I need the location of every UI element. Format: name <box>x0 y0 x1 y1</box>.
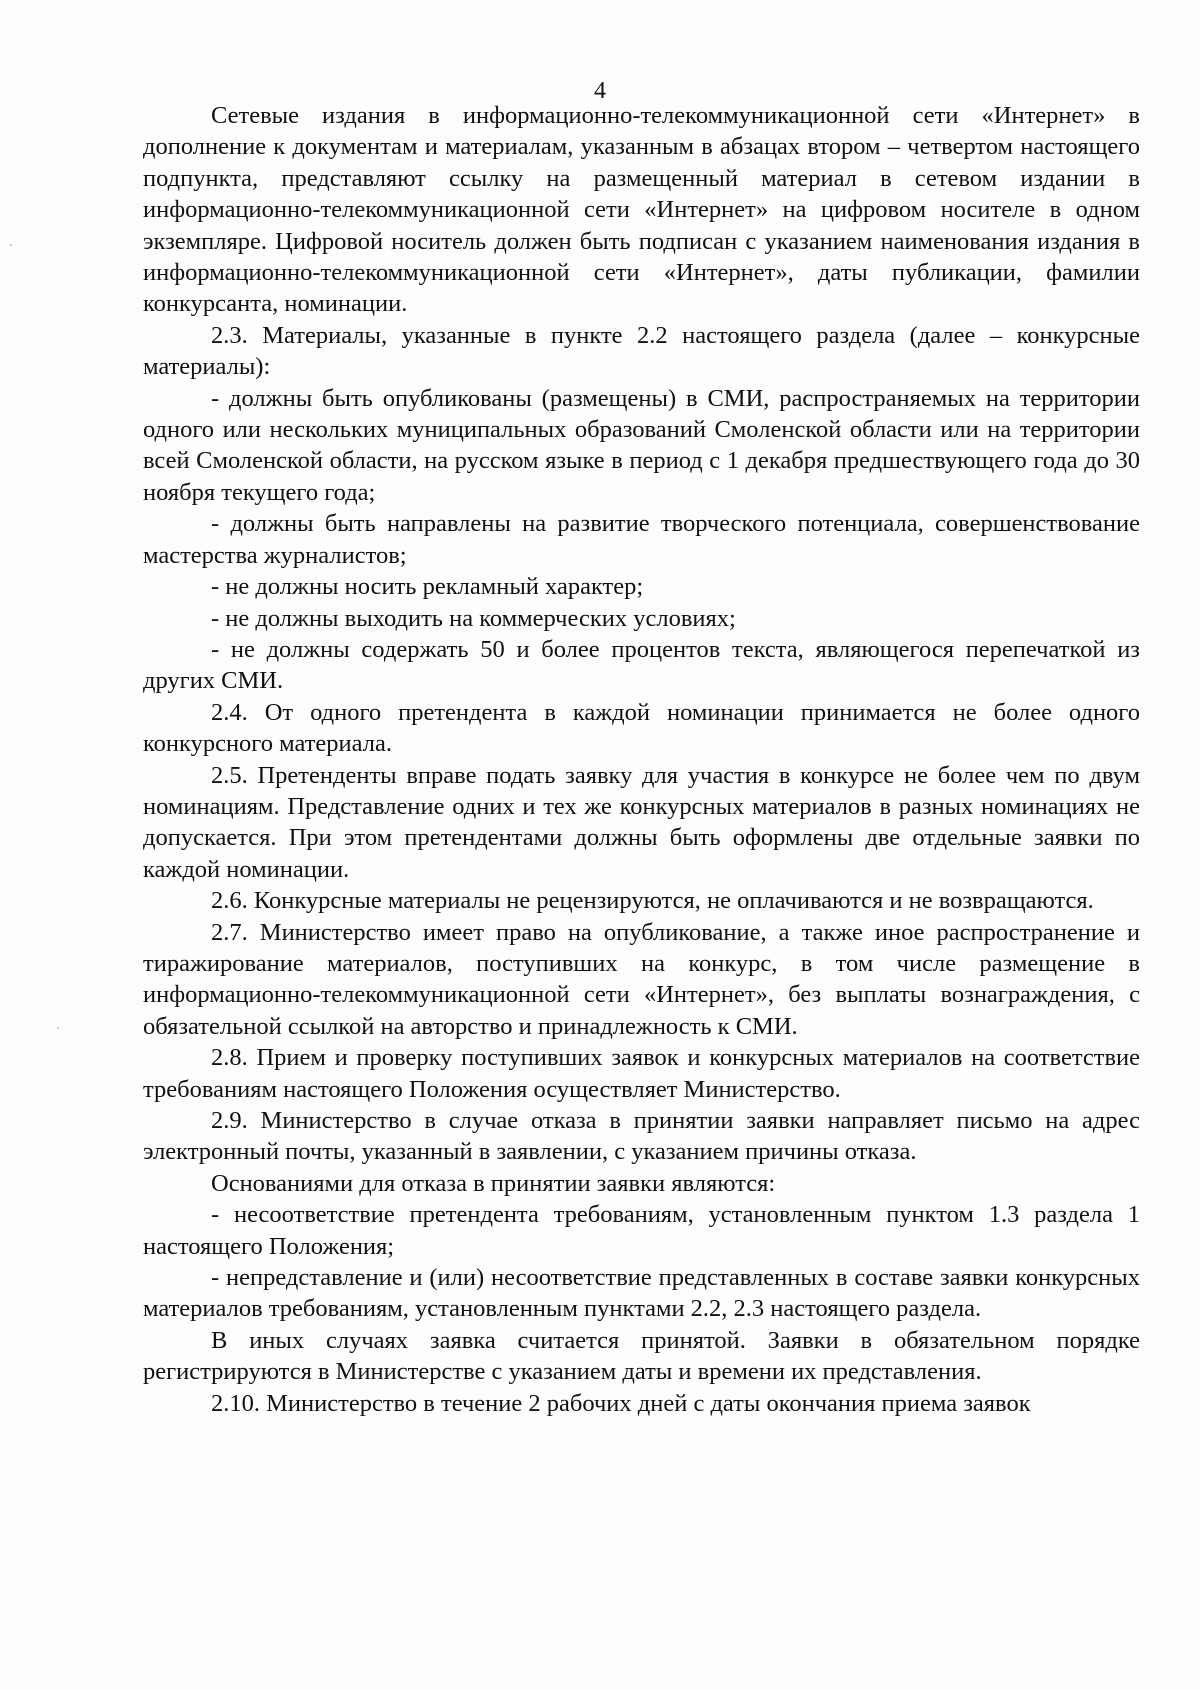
paragraph: 2.3. Материалы, указанные в пункте 2.2 настоящего раздела (далее – конкурсные материалы): <box>143 321 1140 381</box>
paragraph: 2.9. Министерство в случае отказа в принятии заявки направляет письмо на адрес электронный почты, указанный в заявлении, с указанием причины отказа. <box>143 1107 1140 1166</box>
paragraph: Основаниями для отказа в принятии заявки являются: <box>211 1169 776 1197</box>
paragraph: 2.5. Претенденты вправе подать заявку для участия в конкурсе не более чем по двум номинациям. Представление одних и тех же конкурсных материалов в разных номинациях не допускается. При этом претендентами должны быть оформлены две отдельные заявки по каждой номинации. <box>143 761 1140 883</box>
scan-artifact <box>57 1027 59 1029</box>
paragraph: 2.7. Министерство имеет право на опубликование, а также иное распространение и тиражирование материалов, поступивших на конкурс, в том числе размещение в информационно-телекоммуникационной сети «Интернет», без выплаты вознаграждения, с обязательной ссылкой на авторство и принадлежность к СМИ. <box>143 918 1140 1040</box>
page-number: 4 <box>594 78 606 104</box>
paragraph: - не должны носить рекламный характер; <box>211 573 644 601</box>
paragraph: - должны быть опубликованы (размещены) в СМИ, распространяемых на территории одного или нескольких муниципальных образований Смоленской области или на территории всей Смоленской области, на русском языке в период с 1 декабря предшествующего года до 30 ноября текущего года; <box>143 384 1140 506</box>
scan-artifact <box>10 244 12 246</box>
paragraph: - должны быть направлены на развитие творческого потенциала, совершенствование мастерства журналистов; <box>143 510 1140 569</box>
paragraph: 2.4. От одного претендента в каждой номинации принимается не более одного конкурсного материала. <box>143 698 1140 758</box>
paragraph: 2.6. Конкурсные материалы не рецензируются, не оплачиваются и не возвращаются. <box>211 887 1094 915</box>
paragraph: 2.10. Министерство в течение 2 рабочих дней с даты окончания приема заявок <box>211 1389 1031 1417</box>
paragraph: - несоответствие претендента требованиям, установленным пунктом 1.3 раздела 1 настоящего Положения; <box>143 1201 1140 1260</box>
paragraph: - не должны содержать 50 и более процентов текста, являющегося перепечаткой из других СМИ. <box>143 635 1140 695</box>
paragraph: 2.8. Прием и проверку поступивших заявок и конкурсных материалов на соответствие требованиям настоящего Положения осуществляет Министерство. <box>143 1044 1140 1103</box>
paragraph: В иных случаях заявка считается принятой. Заявки в обязательном порядке регистрируются в Министерстве с указанием даты и времени их представления. <box>143 1326 1140 1386</box>
paragraph: - непредставление и (или) несоответствие представленных в составе заявки конкурсных материалов требованиям, установленным пунктами 2.2, 2.3 настоящего раздела. <box>143 1264 1140 1323</box>
document-body <box>143 100 1140 1419</box>
paragraph: - не должны выходить на коммерческих условиях; <box>211 604 736 632</box>
paragraph: Сетевые издания в информационно-телекоммуникационной сети «Интернет» в дополнение к документам и материалам, указанным в абзацах втором – четвертом настоящего подпункта, представляют ссылку на размещенный материал в сетевом издании в информационно-телекоммуникационной сети «Интернет» на цифровом носителе в одном экземпляре. Цифровой носитель должен быть подписан с указанием наименования издания в информационно-телекоммуникационной сети «Интернет», даты публикации, фамилии конкурсанта, номинации. <box>143 102 1140 318</box>
